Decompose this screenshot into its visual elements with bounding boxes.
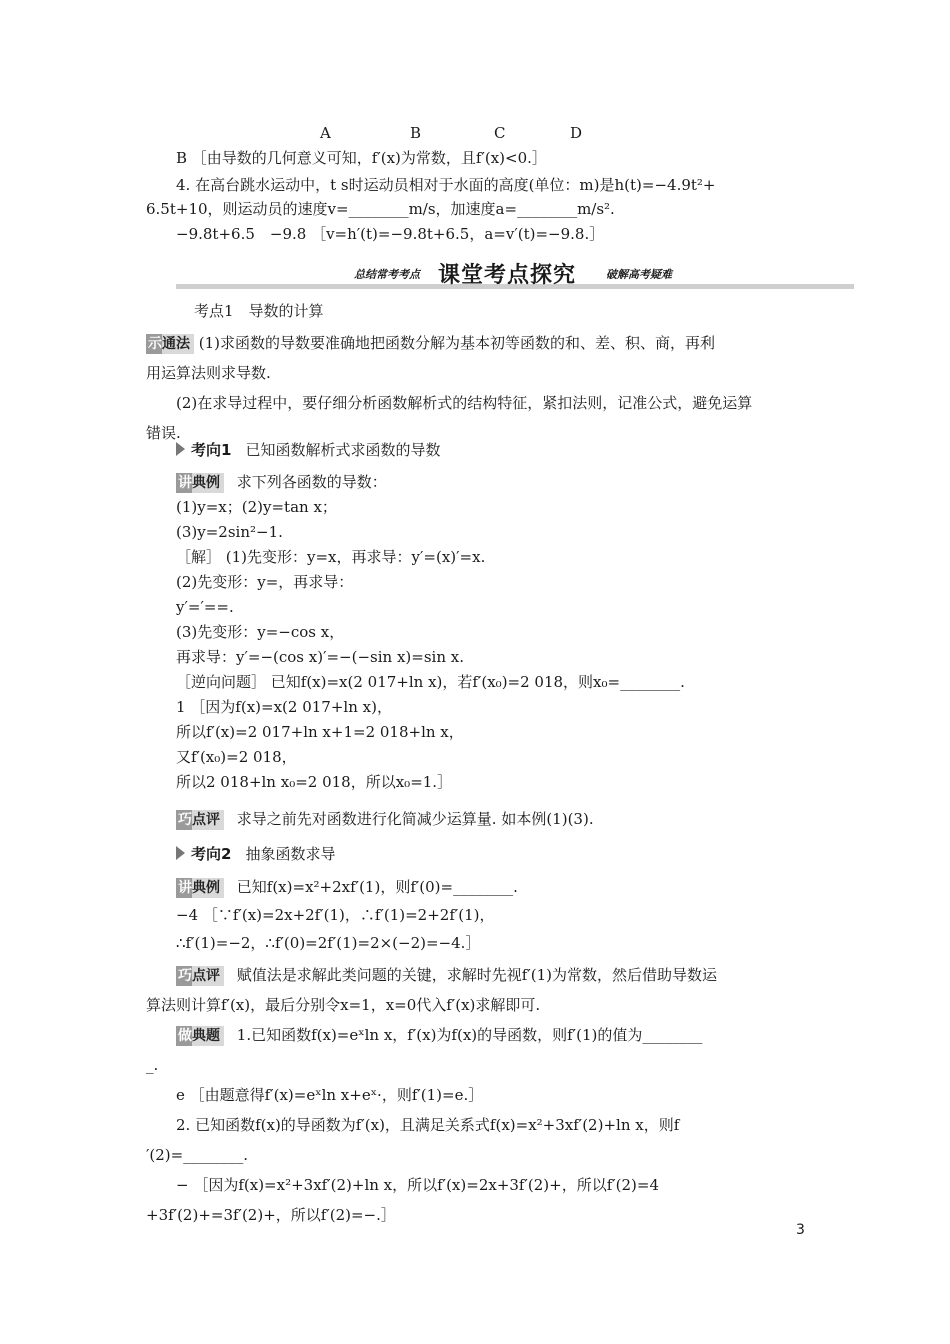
dianli1-line: (2)先变形：y=，再求导： <box>176 573 354 591</box>
option-b-label: B <box>410 124 422 142</box>
dianping2-tag: 巧点评 <box>176 966 224 986</box>
dianli2-line: ∴f′(1)=−2，∴f′(0)=2f′(1)=2×(−2)=−4.］ <box>176 934 481 952</box>
q3-answer: B ［由导数的几何意义可知，f′(x)为常数，且f′(x)<0.］ <box>176 149 547 167</box>
banner-left-text: 总结常考考点 <box>354 268 420 281</box>
zuoti-block <box>146 1020 810 1230</box>
tongfa-p1b: 用运算法则求导数. <box>146 364 271 382</box>
triangle-icon <box>176 442 185 456</box>
dianli1-line: ［逆向问题］ 已知f(x)=x(2 017+ln x)，若f′(x₀)=2 018，则x₀=________. <box>176 673 685 691</box>
dianping1-text: 求导之前先对函数进行化简减少运算量. 如本例(1)(3). <box>236 810 594 828</box>
q4-line1: 4. 在高台跳水运动中，t s时运动员相对于水面的高度(单位：m)是h(t)=−4.9t²+ <box>176 176 716 194</box>
dianli2-block <box>176 873 840 957</box>
tongfa-block <box>146 328 810 448</box>
kaoxiang2-heading: 考向2 抽象函数求导 <box>176 844 335 864</box>
dianli1-line: (3)y=2sin²−1. <box>176 523 283 541</box>
tongfa-p2a: (2)在求导过程中，要仔细分析函数解析式的结构特征，紧扣法则，记准公式，避免运算 <box>176 394 753 412</box>
dianli1-line: 1 ［因为f(x)=x(2 017+ln x)， <box>176 698 392 716</box>
option-c-label: C <box>494 124 506 142</box>
banner-title: 课堂考点探究 <box>438 263 577 288</box>
section-banner <box>176 258 854 289</box>
dianli1-line: 再求导：y′=−(cos x)′=−(−sin x)=sin x. <box>176 648 464 666</box>
zuoti-tag: 做典题 <box>176 1026 224 1046</box>
option-a-label: A <box>320 124 331 142</box>
dianli2-prompt: 已知f(x)=x²+2xf′(1)，则f′(0)=________. <box>236 878 518 896</box>
dianli2-tag: 讲典例 <box>176 878 224 898</box>
zuoti-q2-line1: 2. 已知函数f(x)的导函数为f′(x)，且满足关系式f(x)=x²+3xf′(2)+ln x，则f <box>176 1116 680 1134</box>
zuoti-q2-line2: ′(2)=________. <box>146 1146 248 1164</box>
zuoti-q2-answer2: +3f′(2)+=3f′(2)+，所以f′(2)=−.］ <box>146 1206 396 1224</box>
dianli2-line: −4 ［∵f′(x)=2x+2f′(1)，∴f′(1)=2+2f′(1)， <box>176 906 495 924</box>
dianping2-text2: 算法则计算f′(x)，最后分别令x=1，x=0代入f′(x)求解即可. <box>146 996 541 1014</box>
dianli1-block <box>176 470 840 795</box>
tongfa-p1a: (1)求函数的导数要准确地把函数分解为基本初等函数的和、差、积、商，再利 <box>198 334 716 352</box>
zuoti-q2-answer1: − ［因为f(x)=x²+3xf′(2)+ln x，所以f′(x)=2x+3f′(2)+，所以f′(2)=4 <box>176 1176 660 1194</box>
zuoti-q1: 1.已知函数f(x)=eˣln x，f′(x)为f(x)的导函数，则f′(1)的值为________ <box>236 1026 703 1044</box>
q4-answer: −9.8t+6.5 −9.8 ［v=h′(t)=−9.8t+6.5，a=v′(t)=−9.8.］ <box>176 225 605 243</box>
tongfa-tag: 示通法 <box>146 334 194 354</box>
dianli1-prompt: 求下列各函数的导数： <box>236 473 387 491</box>
dianli1-line: (3)先变形：y=−cos x， <box>176 623 345 641</box>
zuoti-q1-tail: _. <box>146 1056 159 1074</box>
dianping1 <box>176 810 594 830</box>
kaoxiang1-heading: 考向1 已知函数解析式求函数的导数 <box>176 440 440 460</box>
dianping1-tag: 巧点评 <box>176 810 224 830</box>
dianli1-tag: 讲典例 <box>176 473 224 493</box>
q4-line2: 6.5t+10，则运动员的速度v=________m/s，加速度a=________m/s². <box>146 200 615 218</box>
kaodian-title: 考点1 导数的计算 <box>194 302 324 320</box>
zuoti-q1-answer: e ［由题意得f′(x)=eˣln x+eˣ·，则f′(1)=e.］ <box>176 1086 484 1104</box>
dianping2-block <box>146 960 810 1020</box>
dianping2-text: 赋值法是求解此类问题的关键，求解时先视f′(1)为常数，然后借助导数运 <box>236 966 717 984</box>
banner-right-text: 破解高考疑难 <box>606 268 672 281</box>
dianli1-line: 所以f′(x)=2 017+ln x+1=2 018+ln x， <box>176 723 464 741</box>
options-row <box>0 126 950 142</box>
dianli1-line: 所以2 018+ln x₀=2 018，所以x₀=1.］ <box>176 773 453 791</box>
tongfa-p2b: 错误. <box>146 424 181 442</box>
option-d-label: D <box>570 124 583 142</box>
dianli1-line: ［解］ (1)先变形：y=x，再求导：y′=(x)′=x. <box>176 548 486 566</box>
page-number: 3 <box>796 1222 805 1238</box>
dianli1-line: y′=′==. <box>176 598 234 616</box>
dianli1-line: 又f′(x₀)=2 018， <box>176 748 297 766</box>
triangle-icon <box>176 846 185 860</box>
dianli1-line: (1)y=x；(2)y=tan x； <box>176 498 337 516</box>
